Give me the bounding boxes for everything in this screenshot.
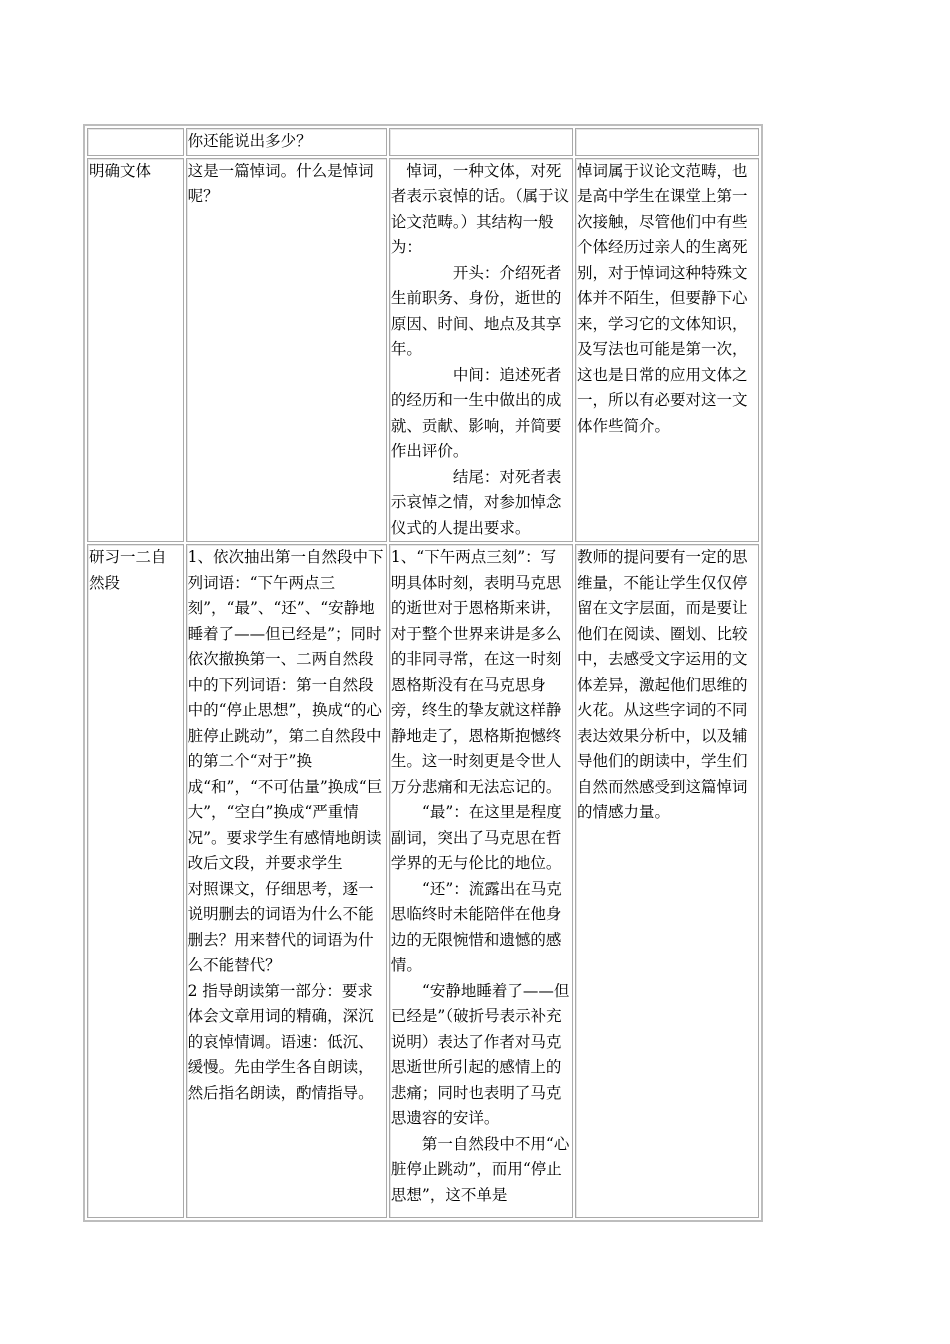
content-paragraph: 结尾：对死者表示哀悼之情，对参加悼念仪式的人提出要求。 [390,467,562,537]
activity-paragraph: 对照课文，仔细思考，逐一说明删去的词语为什么不能删去？用来替代的词语为什么不能替代？ [187,879,374,974]
note-text: 悼词属于议论文范畴，也是高中学生在课堂上第一次接触，尽管他们中有些个体经历过亲人的生离死别，对于悼词这种特殊文体并不陌生，但要静下心来，学习它的文体知识，及写法也可能是第一次，这也是日常的应用文体之一，所以有必要对这一文体作些简介。 [576,161,748,435]
activity-paragraph: 1、依次抽出第一自然段中下列词语：“下午两点三刻”，“最”、“还”、“安静地睡着了——但已经是”；同时依次撤换第一、二两自然段中的下列词语：第一自然段中的“停止思想”，换成“的心脏停止跳动”，第二自然段中的第二个“对于”换成“和”，“不可估量”换成“巨大”，“空白”换成“严重情况”。要求学生有感情地朗读改后文段，并要求学生 [187,548,384,872]
content-paragraph: 1、“下午两点三刻”：写明具体时刻，表明马克思的逝世对于恩格斯来讲，对于整个世界来讲是多么的非同寻常，在这一时刻恩格斯没有在马克思身旁，终生的挚友就这样静静地走了，恩格斯抱憾终生。这一时刻更是令世人万分悲痛和无法忘记的。 [390,548,562,796]
step-label: 明确文体 [89,161,152,180]
cell-step [87,158,184,543]
cell-step [87,128,184,156]
cell-activity [186,158,387,543]
lesson-plan-table [83,124,763,1222]
activity-text: 你还能说出多少？ [187,132,312,150]
cell-note [575,128,759,156]
content-paragraph: “最”：在这里是程度副词，突出了马克思在哲学界的无与伦比的地位。 [390,803,562,872]
cell-activity [186,128,387,156]
content-paragraph: 悼词，一种文体，对死者表示哀悼的话。（属于议论文范畴。）其结构一般为： [390,161,570,256]
table-row [87,128,759,156]
cell-step [87,544,184,1218]
cell-note [575,544,759,1218]
cell-content [389,128,573,156]
content-paragraph: 第一自然段中不用“心脏停止跳动”，而用“停止思想”，这不单是 [390,1134,570,1204]
cell-content [389,544,573,1218]
content-paragraph: “还”：流露出在马克思临终时未能陪伴在他身边的无限惋惜和遗憾的感情。 [390,879,562,974]
table-row [87,544,759,1218]
content-paragraph: 开头：介绍死者生前职务、身份，逝世的原因、时间、地点及其享年。 [390,263,562,358]
activity-text: 这是一篇悼词。什么是悼词呢？ [187,161,374,205]
content-paragraph: “安静地睡着了——但已经是”（破折号表示补充说明）表达了作者对马克思逝世所引起的感情上的悲痛；同时也表明了马克思遗容的安详。 [390,981,570,1127]
step-label: 研习一二自然段 [89,548,167,592]
cell-activity [186,544,387,1218]
table-row [87,158,759,543]
note-text: 教师的提问要有一定的思维量，不能让学生仅仅停留在文字层面，而是要让他们在阅读、圈划、比较中，去感受文字运用的文体差异，激起他们思维的火花。从这些字词的不同表达效果分析中，以及辅导他们的朗读中，学生们自然而然感受到这篇悼词的情感力量。 [576,548,748,821]
cell-note [575,158,759,543]
content-paragraph: 中间：追述死者的经历和一生中做出的成就、贡献、影响，并简要作出评价。 [390,365,562,460]
cell-content [389,158,573,543]
activity-paragraph: 2 指导朗读第一部分：要求体会文章用词的精确，深沉的哀悼情调。语速：低沉、缓慢。先由学生各自朗读，然后指名朗读，酌情指导。 [187,981,374,1102]
